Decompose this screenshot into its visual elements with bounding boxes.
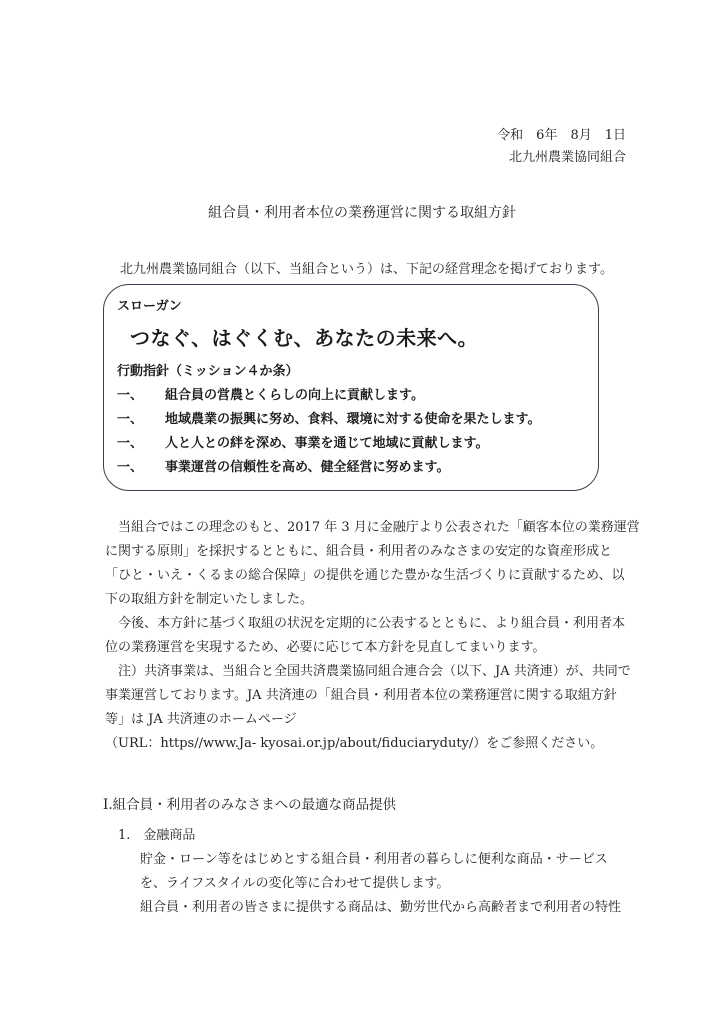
paragraph-line: 「ひと・いえ・くるまの総合保障」の提供を通じた豊かな生活づくりに貢献するため、以	[105, 568, 625, 583]
mission-item	[117, 408, 540, 427]
slogan-text: つなぐ、はぐくむ、あなたの未来へ。	[130, 326, 479, 350]
paragraph-line: 当組合ではこの理念のもと、2017 年 3 月に金融庁より公表された「顧客本位の業務運営	[105, 520, 640, 535]
paragraph-line: に関する原則」を採択するとともに、組合員・利用者のみなさまの安定的な資産形成と	[105, 544, 613, 559]
mission-text: 地域農業の振興に努め、食料、環境に対する使命を果たします。	[165, 412, 541, 427]
paragraph-line: 今後、本方針に基づく取組の状況を定期的に公表するとともに、より組合員・利用者本	[105, 616, 626, 631]
mission-dash: 一、	[117, 436, 144, 451]
mission-item	[117, 384, 424, 403]
mission-label: 行動指針（ミッション４か条）	[117, 364, 299, 379]
mission-dash: 一、	[117, 388, 144, 403]
intro-text: 北九州農業協同組合（以下、当組合という）は、下記の経営理念を掲げております。	[120, 262, 613, 277]
section-line: 貯金・ローン等をはじめとする組合員・利用者の暮らしに便利な商品・サービス	[140, 852, 608, 867]
paragraph-line: 下の取組方針を制定いたしました。	[105, 592, 314, 607]
organization-name: 北九州農業協同組合	[508, 150, 626, 165]
mission-text: 事業運営の信頼性を高め、健全経営に努めます。	[165, 460, 450, 475]
section-line: 組合員・利用者の皆さまに提供する商品は、勤労世代から高齢者まで利用者の特性	[140, 900, 622, 915]
paragraph-line: 注）共済事業は、当組合と全国共済農業協同組合連合会（以下、JA 共済連）が、共同で	[105, 664, 631, 679]
sub-heading: 1. 金融商品	[118, 828, 196, 843]
paragraph-line: 事業運営しております。JA 共済連の「組合員・利用者本位の業務運営に関する取組方針	[105, 688, 617, 703]
section-line: を、ライフスタイルの変化等に合わせて提供します。	[140, 876, 450, 891]
paragraph-line: 位の業務運営を実現するため、必要に応じて本方針を見直してまいります。	[105, 640, 546, 655]
mission-text: 人と人との絆を深め、事業を通じて地域に貢献します。	[165, 436, 489, 451]
paragraph-line: 等」は JA 共済連のホームページ	[105, 712, 297, 727]
section-heading: Ⅰ.組合員・利用者のみなさまへの最適な商品提供	[103, 797, 397, 813]
mission-dash: 一、	[117, 460, 144, 475]
mission-dash: 一、	[117, 412, 144, 427]
slogan-label: スローガン	[117, 299, 182, 314]
mission-text: 組合員の営農とくらしの向上に貢献します。	[165, 388, 424, 403]
mission-item	[117, 456, 449, 475]
mission-item	[117, 432, 488, 451]
document-date: 令和 6年 8月 1日	[497, 128, 626, 143]
document-title: 組合員・利用者本位の業務運営に関する取組方針	[208, 205, 516, 221]
url-line: （URL：https//www.Ja- kyosai.or.jp/about/fiduciaryduty/）をご参照ください。	[105, 736, 604, 751]
